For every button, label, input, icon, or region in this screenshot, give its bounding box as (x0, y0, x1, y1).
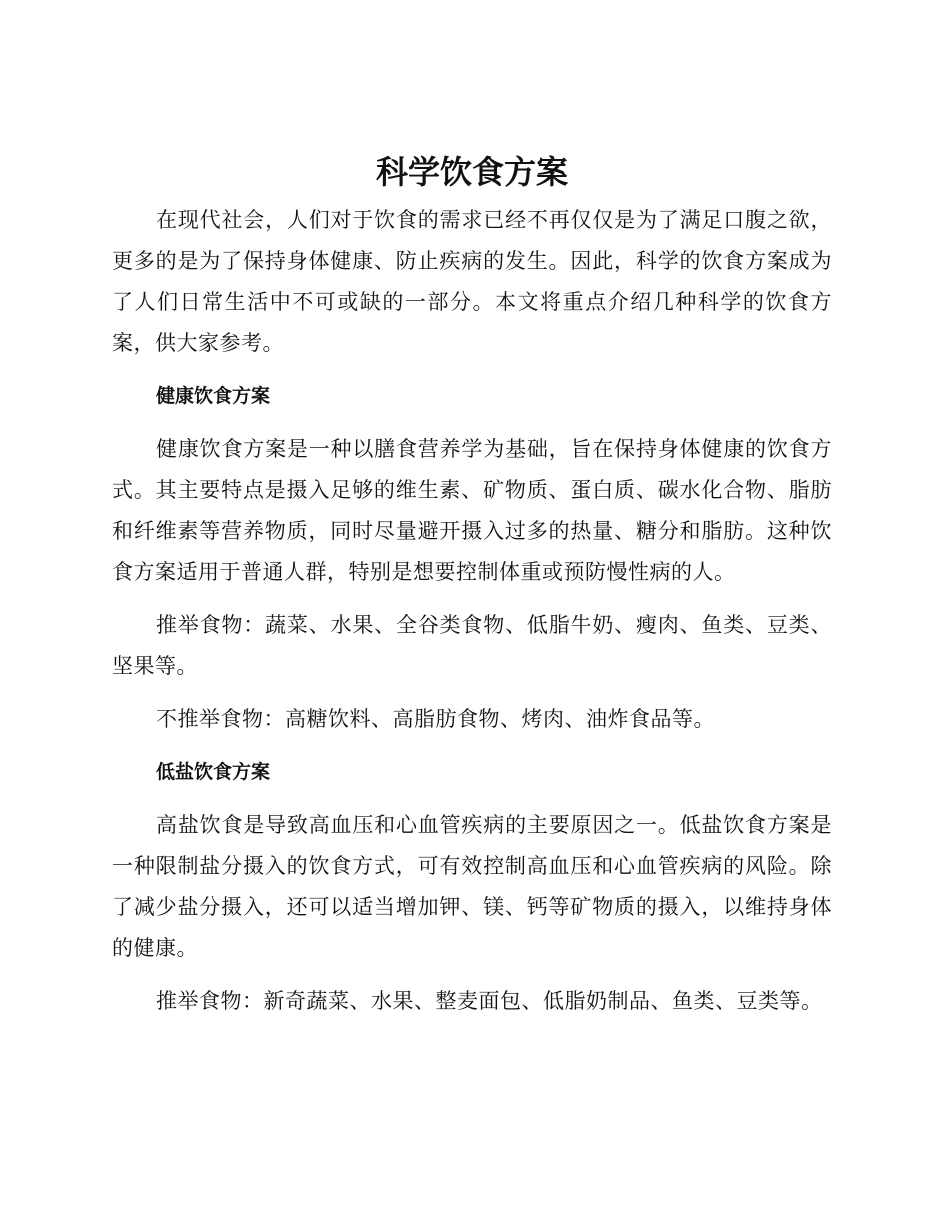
section-paragraph: 不推举食物：高糖饮料、高脂肪食物、烤肉、油炸食品等。 (156, 707, 715, 731)
section-paragraph: 高盐饮食是导致高血压和心血管疾病的主要原因之一。低盐饮食方案是一种限制盐分摄入的饮食方式，可有效控制高血压和心血管疾病的风险。除了减少盐分摄入，还可以适当增加钾、镁、钙等矿物质的摄入，以维持身体的健康。 (112, 813, 832, 960)
section-paragraph: 推举食物：新奇蔬菜、水果、整麦面包、低脂奶制品、鱼类、豆类等。 (156, 989, 823, 1013)
section-heading: 低盐饮食方案 (156, 761, 271, 783)
section-heading: 健康饮食方案 (156, 385, 271, 407)
section-healthy-diet (112, 376, 832, 740)
document-page (112, 150, 832, 1022)
document-title: 科学饮食方案 (375, 153, 568, 191)
section-paragraph: 推举食物：蔬菜、水果、全谷类食物、低脂牛奶、瘦肉、鱼类、豆类、坚果等。 (112, 613, 832, 678)
intro-paragraph: 在现代社会，人们对于饮食的需求已经不再仅仅是为了满足口腹之欲，更多的是为了保持身体健康、防止疾病的发生。因此，科学的饮食方案成为了人们日常生活中不可或缺的一部分。本文将重点介绍几种科学的饮食方案，供大家参考。 (112, 208, 832, 355)
section-paragraph: 健康饮食方案是一种以膳食营养学为基础，旨在保持身体健康的饮食方式。其主要特点是摄入足够的维生素、矿物质、蛋白质、碳水化合物、脂肪和纤维素等营养物质，同时尽量避开摄入过多的热量、糖分和脂肪。这种饮食方案适用于普通人群，特别是想要控制体重或预防慢性病的人。 (112, 437, 832, 584)
section-low-salt-diet (112, 752, 832, 1022)
